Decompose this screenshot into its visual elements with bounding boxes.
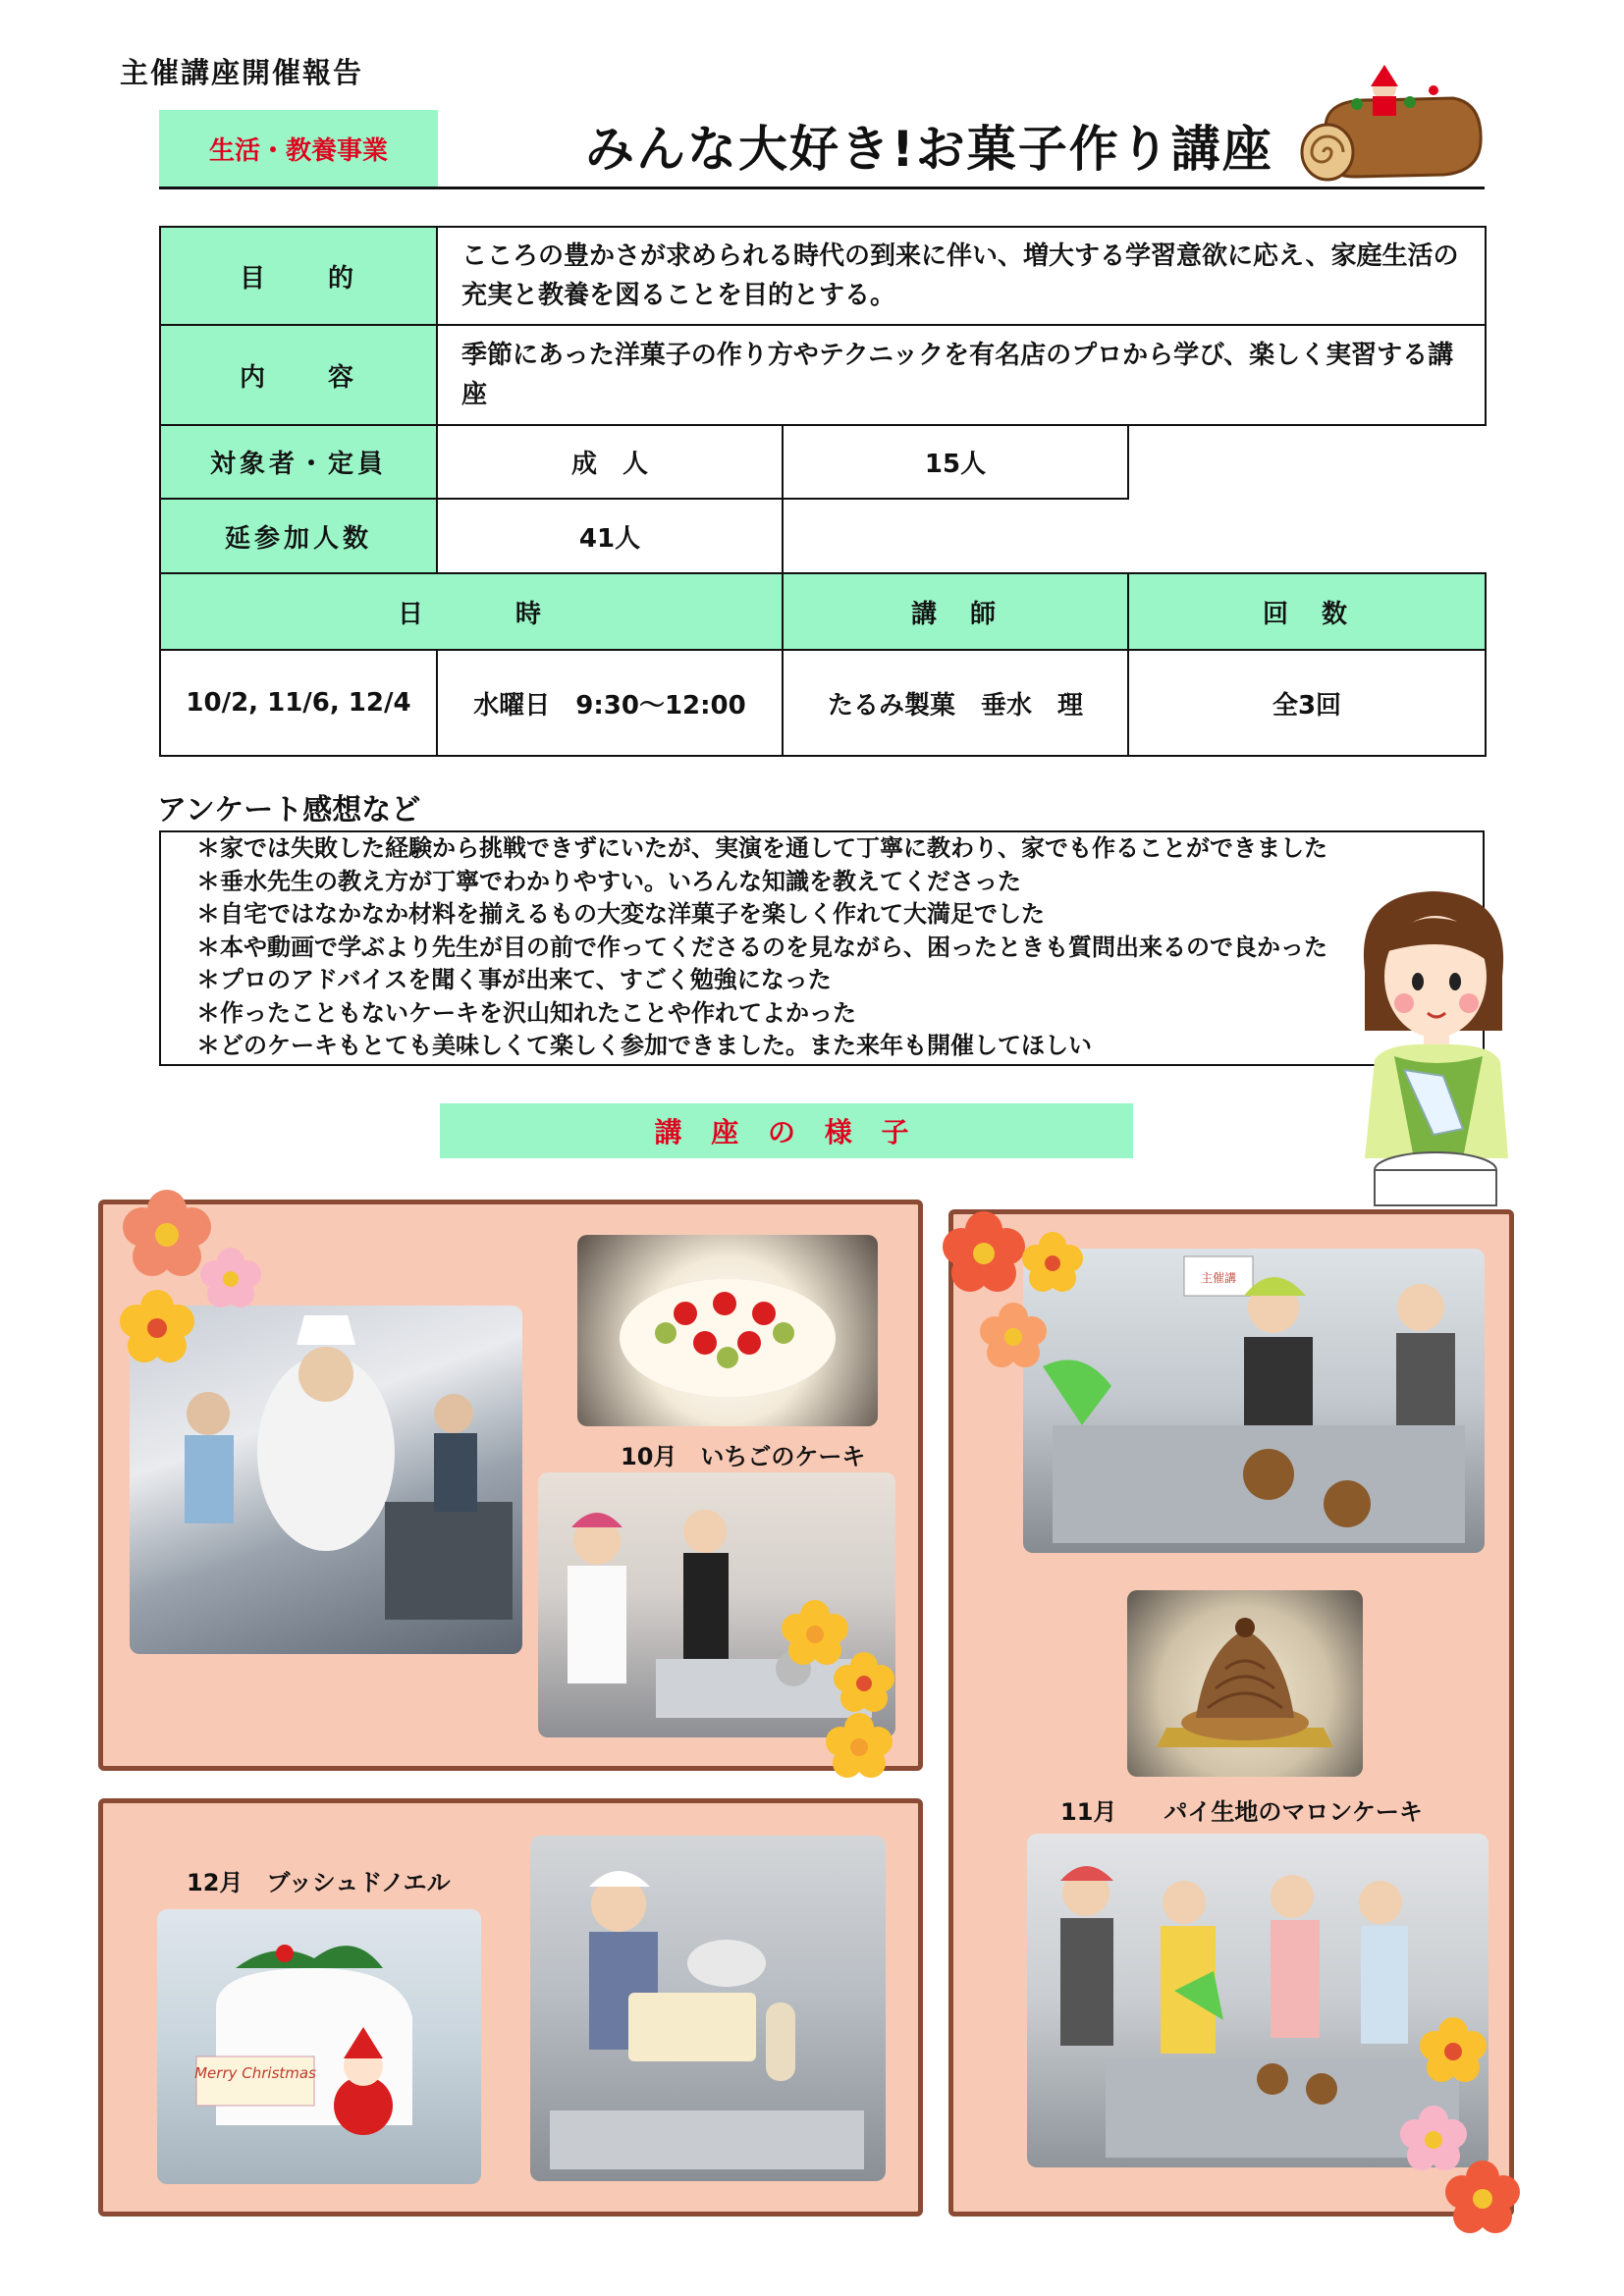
marron-cake-photo <box>1127 1590 1363 1777</box>
target-label: 対象者・定員 <box>160 425 437 499</box>
participants-label: 延参加人数 <box>160 499 437 573</box>
content-text: 季節にあった洋菓子の作り方やテクニックを有名店のプロから学び、楽しく実習する講座 <box>437 325 1486 425</box>
category-badge: 生活・教養事業 <box>159 110 438 187</box>
december-caption: 12月 ブッシュドノエル <box>187 1869 451 1896</box>
flower-cluster-icon <box>1375 2012 1542 2238</box>
woman-illustration <box>1345 883 1522 1207</box>
participants-value: 41人 <box>437 499 783 573</box>
instructor-value: たるみ製菓 垂水 理 <box>783 650 1128 756</box>
datetime-label: 日 時 <box>160 573 783 650</box>
count-value: 全3回 <box>1128 650 1486 756</box>
survey-item: ＊プロのアドバイスを聞く事が出来て、すごく勉強になった <box>196 966 832 993</box>
scene-heading: 講 座 の 様 子 <box>440 1103 1133 1158</box>
survey-item: ＊垂水先生の教え方が丁寧でわかりやすい。いろんな知識を教えてくださった <box>196 867 1021 895</box>
capacity-value: 15人 <box>783 425 1128 499</box>
dates-value: 10/2, 11/6, 12/4 <box>160 650 437 756</box>
instructor-label: 講 師 <box>783 573 1128 650</box>
survey-heading: アンケート感想など <box>157 793 421 828</box>
purpose-label: 目 的 <box>160 227 437 325</box>
october-caption: 10月 いちごのケーキ <box>621 1443 866 1470</box>
content-label: 内 容 <box>160 325 437 425</box>
banner-text: 主催講 <box>1200 1271 1237 1285</box>
survey-box <box>159 830 1485 1066</box>
target-value: 成 人 <box>437 425 783 499</box>
purpose-text: こころの豊かさが求められる時代の到来に伴い、増大する学習意欲に応え、家庭生活の充実と教養を図ることを目的とする。 <box>437 227 1486 325</box>
time-value: 水曜日 9:30〜12:00 <box>437 650 783 756</box>
flower-cluster-icon <box>98 1186 285 1402</box>
strawberry-cake-photo <box>577 1235 878 1426</box>
survey-item: ＊本や動画で学ぶより先生が目の前で作ってくださるのを見ながら、困ったときも質問出来るので良かった <box>196 933 1327 961</box>
flower-cluster-icon <box>935 1209 1102 1396</box>
survey-item: ＊どのケーキもとても美味しくて楽しく参加できました。また来年も開催してほしい <box>196 1032 1092 1059</box>
rolling-cake-photo <box>530 1836 886 2181</box>
info-table <box>159 226 1487 757</box>
log-cake-icon <box>1286 59 1492 187</box>
buche-de-noel-photo <box>157 1909 481 2184</box>
count-label: 回 数 <box>1128 573 1486 650</box>
report-heading: 主催講座開催報告 <box>120 56 364 89</box>
title-underline <box>159 187 1485 189</box>
survey-item: ＊自宅ではなかなか材料を揃えるもの大変な洋菓子を楽しく作れて大満足でした <box>196 900 1045 928</box>
cake-plaque-text: Merry Christmas <box>194 2064 316 2082</box>
survey-item: ＊家では失敗した経験から挑戦できずにいたが、実演を通して丁寧に教わり、家でも作ることができました <box>196 834 1327 862</box>
survey-item: ＊作ったこともないケーキを沢山知れたことや作れてよかった <box>196 998 856 1027</box>
page-title: みんな大好き!お菓子作り講座 <box>585 121 1273 178</box>
flower-cluster-icon <box>766 1590 923 1787</box>
november-caption: 11月 パイ生地のマロンケーキ <box>1060 1798 1423 1826</box>
